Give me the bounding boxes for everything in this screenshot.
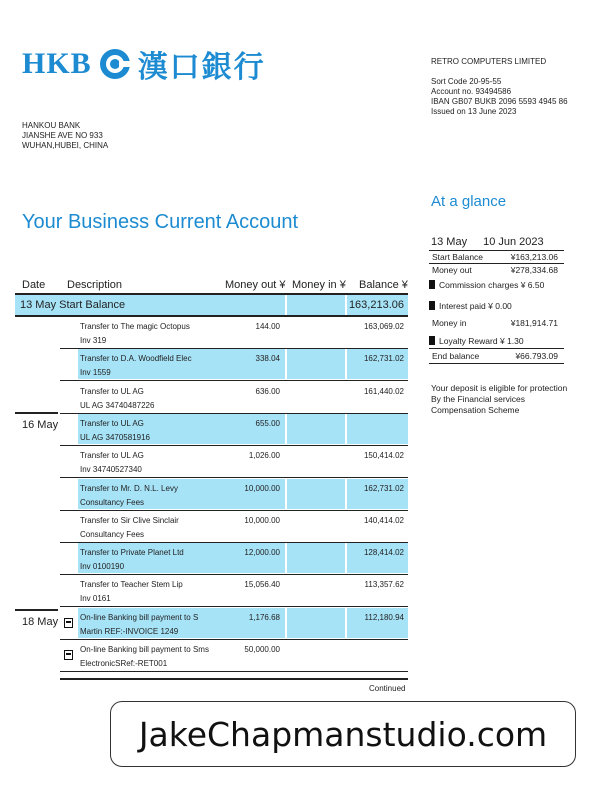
balance-value: 128,414.02 <box>363 548 404 557</box>
balance-value: 162,731.02 <box>363 484 404 493</box>
bank-address <box>22 121 108 151</box>
divider <box>429 263 564 264</box>
logo-text: HKB <box>22 47 92 80</box>
money-out-value: 1,026.00 <box>248 451 280 460</box>
transaction-description: Transfer to Private Planet Ltd <box>80 548 184 557</box>
note-line: By the Financial services <box>431 394 526 404</box>
bill-payment-icon <box>64 650 73 660</box>
glance-period <box>431 236 563 248</box>
table-row <box>0 414 608 444</box>
bill-payment-icon <box>64 618 73 628</box>
label: Money out <box>432 265 472 275</box>
bank-logo <box>22 44 266 84</box>
row-highlight <box>287 479 345 509</box>
balance-value: 112,180.94 <box>364 613 404 622</box>
transaction-reference: UL AG 3470581916 <box>80 433 150 442</box>
balance-value: 140,414.02 <box>363 516 404 525</box>
transaction-description: Transfer to D.A. Woodfield Elec <box>80 354 192 363</box>
money-out-value: 10,000.00 <box>244 516 280 525</box>
transaction-reference: UL AG 34740487226 <box>80 401 155 410</box>
row-rule <box>60 477 408 478</box>
transaction-description: Transfer to UL AG <box>80 419 144 428</box>
start-balance-value: 163,213.06 <box>348 299 404 311</box>
loyalty-text: Loyalty Reward ¥ 1.30 <box>439 336 524 346</box>
transaction-description: Transfer to Sir Clive Sinclair <box>80 516 179 525</box>
commission-text: Commission charges ¥ 6.50 <box>439 280 545 290</box>
col-header-date: Date <box>22 279 46 291</box>
page-title: Your Business Current Account <box>22 211 299 233</box>
transaction-description: Transfer to Mr. D. N.L. Levy <box>80 484 178 493</box>
money-out-value: 636.00 <box>255 387 280 396</box>
address-line: HANKOU BANK <box>22 121 81 130</box>
value: ¥181,914.71 <box>510 318 558 328</box>
account-number: Account no. 93494586 <box>431 87 512 96</box>
sort-code: Sort Code 20-95-55 <box>431 77 502 86</box>
money-out-value: 144.00 <box>255 322 280 331</box>
value: ¥163,213.06 <box>510 252 558 262</box>
period-start: 13 May <box>431 236 468 248</box>
money-out-value: 10,000.00 <box>244 484 280 493</box>
row-rule <box>60 380 408 381</box>
balance-value: 150,414.02 <box>363 451 404 460</box>
address-line: WUHAN,HUBEI, CHINA <box>22 141 109 150</box>
row-highlight <box>287 543 345 573</box>
transaction-description: Transfer to UL AG <box>80 451 144 460</box>
balance-value: 163,069.02 <box>363 322 404 331</box>
label: Money in <box>432 318 467 328</box>
row-highlight <box>287 349 345 379</box>
iban: IBAN GB07 BUKB 2096 5593 4945 86 <box>431 97 568 106</box>
cell-gap <box>285 295 287 315</box>
transaction-reference: ElectronicSRef:-RET001 <box>80 659 168 668</box>
balance-value: 113,357.62 <box>364 580 404 589</box>
label: End balance <box>432 351 480 361</box>
divider <box>429 250 564 251</box>
issued-date: Issued on 13 June 2023 <box>431 107 517 116</box>
value: ¥278,334.68 <box>510 265 558 275</box>
date-label: 18 May <box>22 616 59 628</box>
value: ¥66.793.09 <box>515 351 558 361</box>
table-row <box>0 479 608 509</box>
transaction-description: On-line Banking bill payment to S <box>80 613 199 622</box>
watermark-banner: JakeChapmanstudio.com <box>110 701 576 767</box>
col-header-balance: Balance ¥ <box>359 279 408 291</box>
transaction-reference: Inv 34740527340 <box>80 465 142 474</box>
label: Start Balance <box>432 252 484 262</box>
glance-money-out <box>432 265 558 275</box>
continued-label: Continued <box>369 684 406 693</box>
transaction-reference: Inv 0100190 <box>80 562 125 571</box>
transaction-description: Transfer to The magic Octopus <box>80 322 190 331</box>
note-line: Compensation Scheme <box>431 405 520 415</box>
table-bottom-rule <box>60 678 408 680</box>
balance-value: 162,731.02 <box>363 354 404 363</box>
table-row <box>0 608 608 638</box>
col-header-money-out: Money out ¥ <box>225 279 286 291</box>
transaction-reference: Inv 1559 <box>80 368 111 377</box>
money-out-value: 12,000.00 <box>244 548 280 557</box>
table-row <box>0 382 608 412</box>
table-row <box>0 446 608 476</box>
glance-commission <box>429 280 555 290</box>
start-balance-label: 13 May Start Balance <box>20 299 126 311</box>
row-highlight <box>347 414 408 444</box>
table-row <box>0 511 608 541</box>
money-out-value: 50,000.00 <box>244 645 280 654</box>
date-label: 16 May <box>22 419 59 431</box>
customer-name: RETRO COMPUTERS LIMITED <box>431 57 547 66</box>
hkb-logo-icon <box>98 47 132 81</box>
address-line: JIANSHE AVE NO 933 <box>22 131 103 140</box>
row-highlight <box>287 414 345 444</box>
row-rule <box>60 606 408 607</box>
glance-interest <box>429 301 555 311</box>
table-row <box>0 640 608 670</box>
transaction-reference: Consultancy Fees <box>80 530 145 539</box>
transaction-reference: Consultancy Fees <box>80 498 145 507</box>
customer-block <box>431 57 568 117</box>
period-end: 10 Jun 2023 <box>483 236 544 248</box>
transaction-reference: Inv 0161 <box>80 594 111 603</box>
interest-text: Interest paid ¥ 0.00 <box>439 301 512 311</box>
transaction-reference: Martin REF:-INVOICE 1249 <box>80 627 179 636</box>
money-out-value: 338.04 <box>255 354 280 363</box>
table-row <box>0 349 608 379</box>
row-rule <box>60 671 408 672</box>
bullet-icon <box>429 301 435 310</box>
money-out-value: 655.00 <box>255 419 280 428</box>
col-header-description: Description <box>67 279 123 291</box>
transaction-description: Transfer to Teacher Stem Lip <box>80 580 183 589</box>
glance-heading: At a glance <box>431 193 507 210</box>
col-header-money-in: Money in ¥ <box>292 279 346 291</box>
balance-value: 161,440.02 <box>363 387 404 396</box>
note-line: Your deposit is eligible for protection <box>431 383 568 393</box>
logo-cjk-text: 漢口銀行 <box>137 50 266 85</box>
row-highlight <box>287 608 345 638</box>
table-row <box>0 543 608 573</box>
transaction-reference: Inv 319 <box>80 336 107 345</box>
money-out-value: 15,056.40 <box>244 580 280 589</box>
table-row <box>0 317 608 347</box>
table-row <box>0 575 608 605</box>
transaction-description: Transfer to UL AG <box>80 387 144 396</box>
transaction-description: On-line Banking bill payment to Sms <box>80 645 209 654</box>
glance-start-balance <box>432 252 558 262</box>
money-out-value: 1,176.68 <box>248 613 280 622</box>
bullet-icon <box>429 280 435 289</box>
